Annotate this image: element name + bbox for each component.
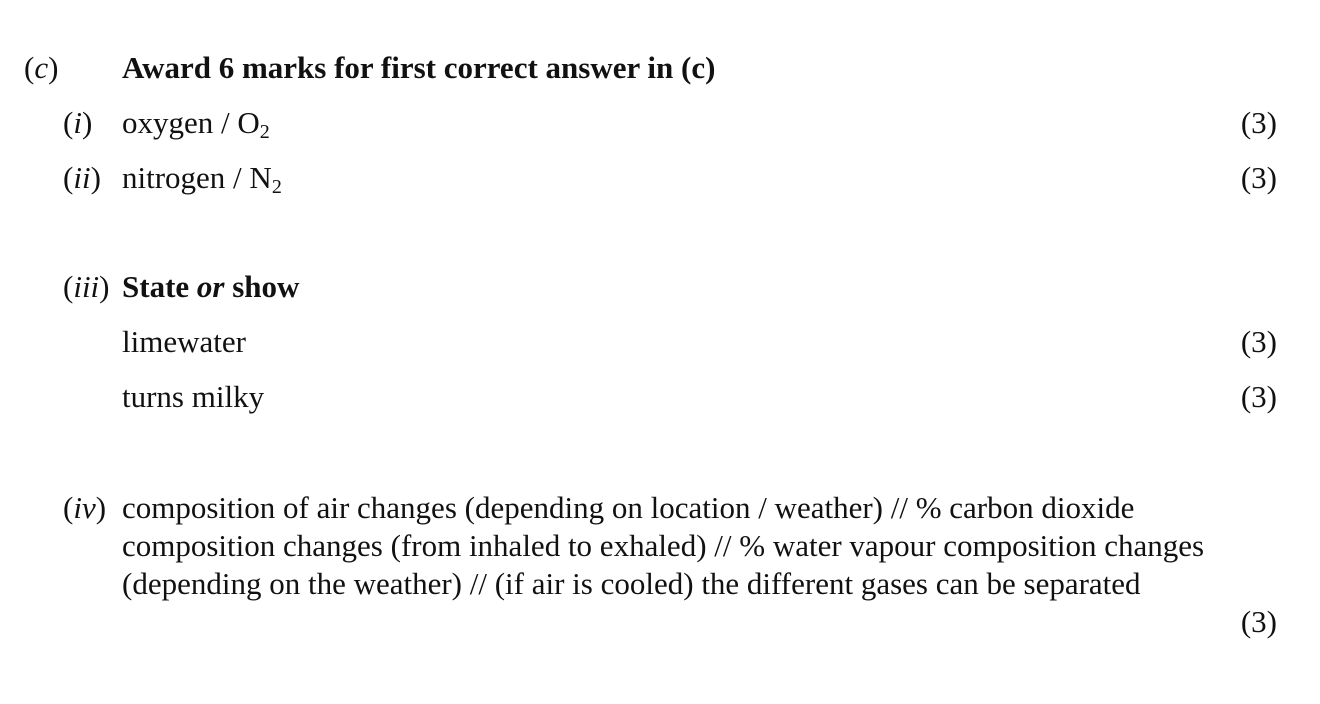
item-ii-answer: nitrogen / $N_2$ [122,160,282,198]
item-iii-heading: State or show [122,269,300,304]
section-heading: Award 6 marks for first correct answer in (c) [122,50,716,85]
item-iii-line-limewater: limewater [122,324,246,359]
item-iii-label: (iii) [63,269,110,304]
item-iii-line-limewater-mark: (3) [1240,324,1277,359]
item-iii-line-milky-mark: (3) [1240,379,1277,414]
item-ii-mark: (3) [1240,160,1277,195]
item-ii-label: (ii) [63,160,101,195]
item-i-answer: oxygen / $O_2$ [122,105,270,143]
item-iv-mark: (3) [1240,604,1277,639]
item-iv-label: (iv) [63,490,107,525]
item-iii-line-milky: turns milky [122,379,265,414]
item-i-mark: (3) [1240,105,1277,140]
item-i-label: (i) [63,105,93,140]
section-label: (c) [24,50,59,85]
item-iv-answer: composition of air changes (depending on location / weather) // % carbon dioxide composition changes (from inhaled to exhaled) // % water vapour composition changes (depending on the weather) // (if air is cooled) the different gases can be separated [122,490,1205,601]
